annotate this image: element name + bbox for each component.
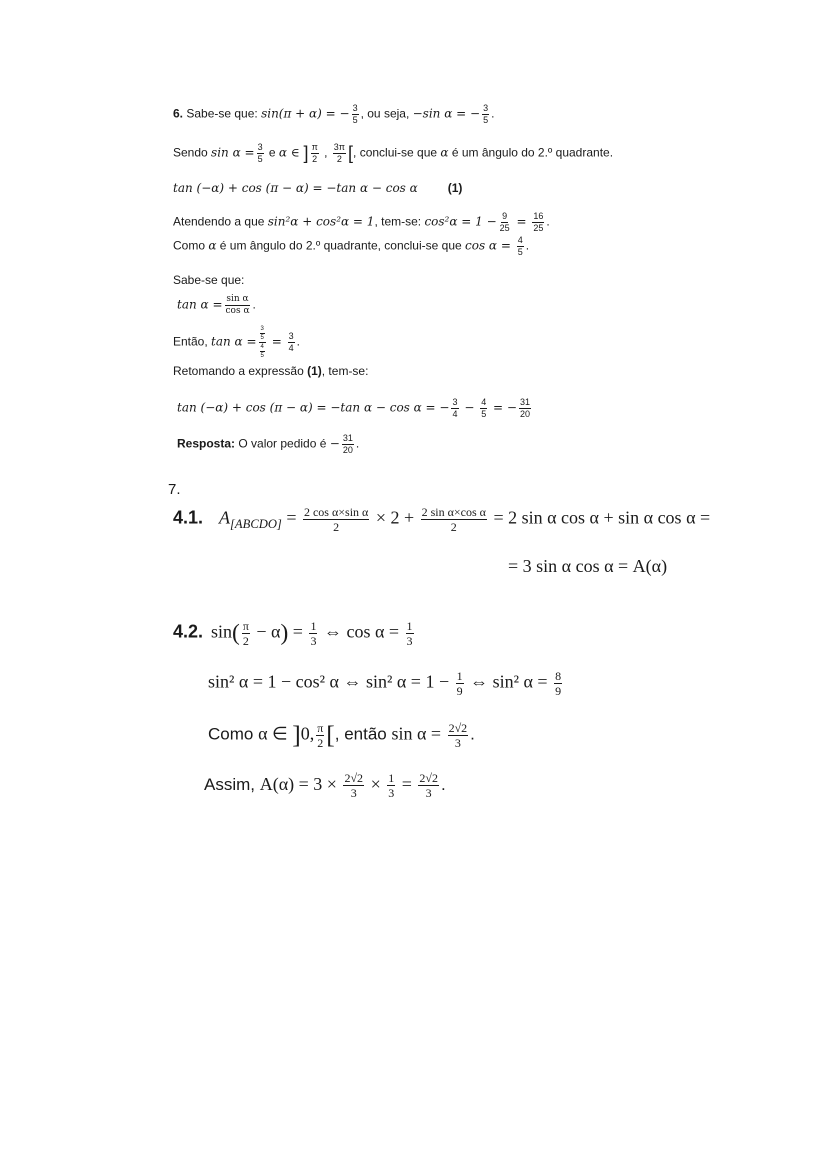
q6-line-7: tan α = $\frac{\text{sin α}}{\text{cos α}}$ . bbox=[177, 294, 256, 316]
q6-line-10: tan (−α) + cos (π − α) = −tan α − cos α = − $\frac{3}{4}$ − $\frac{4}{5}$ = − $\frac{31}{20}$ bbox=[177, 397, 530, 419]
q6-line-6: Sabe-se que: bbox=[173, 273, 245, 287]
fraction: $\frac{31}{20}$ bbox=[519, 397, 530, 419]
fraction: $\frac{1}{3}$ bbox=[406, 619, 413, 648]
fraction: $\frac{31}{20}$ bbox=[342, 433, 353, 455]
fraction: $\frac{\text{2 cos α×sin α}}{2}$ bbox=[303, 505, 369, 534]
fraction: $\frac{\pi}{2}$ bbox=[317, 720, 324, 750]
fraction: $\frac{3}{4}$ bbox=[288, 331, 294, 353]
q6-line-8: Então, tan α = $\frac{\frac{3}{5}}{\frac{4}{5}}$ = $\frac{3}{4}$ . bbox=[173, 326, 300, 359]
q6-line-4: Atendendo a que sin²α + cos²α = 1, tem-se: cos²α = 1 − $\frac{9}{25}$ = $\frac{16}{25}$ . bbox=[173, 211, 550, 233]
q7-4-2-line-2: sin² α = 1 − cos² α ⇔ sin² α = 1 − $\frac{1}{9}$ ⇔ sin² α = $\frac{8}{9}$ bbox=[208, 669, 562, 698]
q7-label: 7. bbox=[168, 481, 181, 498]
q6-line-2: Sendo sin α = $\frac{3}{5}$ e α ∈ ] $\frac{\pi}{2}$ , $\frac{3\pi}{2}$ [, conclui-se que α é um ângulo do 2.º quadrante. bbox=[173, 142, 614, 164]
fraction: $\frac{2√2}{3}$ bbox=[344, 771, 364, 800]
fraction: $\frac{8}{9}$ bbox=[555, 669, 562, 698]
fraction: $\frac{3\pi}{2}$ bbox=[333, 142, 346, 164]
fraction: $\frac{1}{3}$ bbox=[310, 619, 317, 648]
fraction: $\frac{\text{sin α}}{\text{cos α}}$ bbox=[225, 294, 250, 316]
fraction: $\frac{3}{5}$ bbox=[483, 103, 489, 125]
q7-4-2-line-4: Assim, A(α) = 3 × $\frac{2√2}{3}$ × $\frac{1}{3}$ = $\frac{2√2}{3}$ . bbox=[204, 771, 446, 800]
q6-label: 6. bbox=[173, 106, 184, 121]
q7-4-2-line-1: 4.2. sin( $\frac{\pi}{2}$ − α) = $\frac{1}{3}$ ⇔ cos α = $\frac{1}{3}$ bbox=[173, 619, 413, 648]
fraction: $\frac{1}{9}$ bbox=[456, 669, 463, 698]
q6-line-9: Retomando a expressão (1), tem-se: bbox=[173, 364, 369, 378]
fraction: $\frac{1}{3}$ bbox=[388, 771, 395, 800]
fraction: $\frac{3}{5}$ bbox=[352, 103, 358, 125]
answer-label: Resposta: bbox=[177, 436, 236, 451]
fraction: $\frac{\pi}{2}$ bbox=[242, 619, 249, 648]
fraction: $\frac{\text{2 sin α×cos α}}{2}$ bbox=[421, 505, 486, 534]
q6-line-3: tan (−α) + cos (π − α) = −tan α − cos α (1) bbox=[173, 181, 463, 195]
fraction: $\frac{16}{25}$ bbox=[533, 211, 544, 233]
q7-4-1-line-1: 4.1. $A_{[ABCDO]}$ = $\frac{\text{2 cos α×sin α}}{2}$ × 2 + $\frac{\text{2 sin α×cos α}}{2}$ = 2 sin α cos α + sin α cos α = bbox=[173, 505, 711, 534]
fraction: $\frac{4}{5}$ bbox=[517, 235, 523, 257]
part-label: 4.2. bbox=[173, 621, 204, 642]
q7-4-1-line-2: = 3 sin α cos α = A(α) bbox=[508, 556, 668, 576]
fraction: $\frac{3}{5}$ bbox=[257, 142, 263, 164]
q6-answer: Resposta: O valor pedido é − $\frac{31}{20}$ . bbox=[177, 433, 360, 455]
part-label: 4.1. bbox=[173, 507, 204, 528]
fraction: $\frac{4}{5}$ bbox=[481, 397, 487, 419]
q7-4-2-line-3: Como α ∈ ]0, $\frac{\pi}{2}$ [, então sin α = $\frac{2√2}{3}$ . bbox=[208, 720, 475, 750]
fraction: $\frac{2√2}{3}$ bbox=[448, 720, 468, 750]
q6-line-1: 6. Sabe-se que: sin(π + α) = − $\frac{3}{5}$ , ou seja, −sin α = − $\frac{3}{5}$ . bbox=[173, 103, 495, 125]
fraction: $\frac{3}{4}$ bbox=[452, 397, 458, 419]
fraction: $\frac{9}{25}$ bbox=[499, 211, 510, 233]
fraction: $\frac{2√2}{3}$ bbox=[419, 771, 438, 800]
nested-fraction: $\frac{\frac{3}{5}}{\frac{4}{5}}$ bbox=[260, 326, 264, 359]
fraction: $\frac{\pi}{2}$ bbox=[311, 142, 318, 164]
q6-line-5: Como α é um ângulo do 2.º quadrante, conclui-se que cos α = $\frac{4}{5}$ . bbox=[173, 235, 530, 257]
